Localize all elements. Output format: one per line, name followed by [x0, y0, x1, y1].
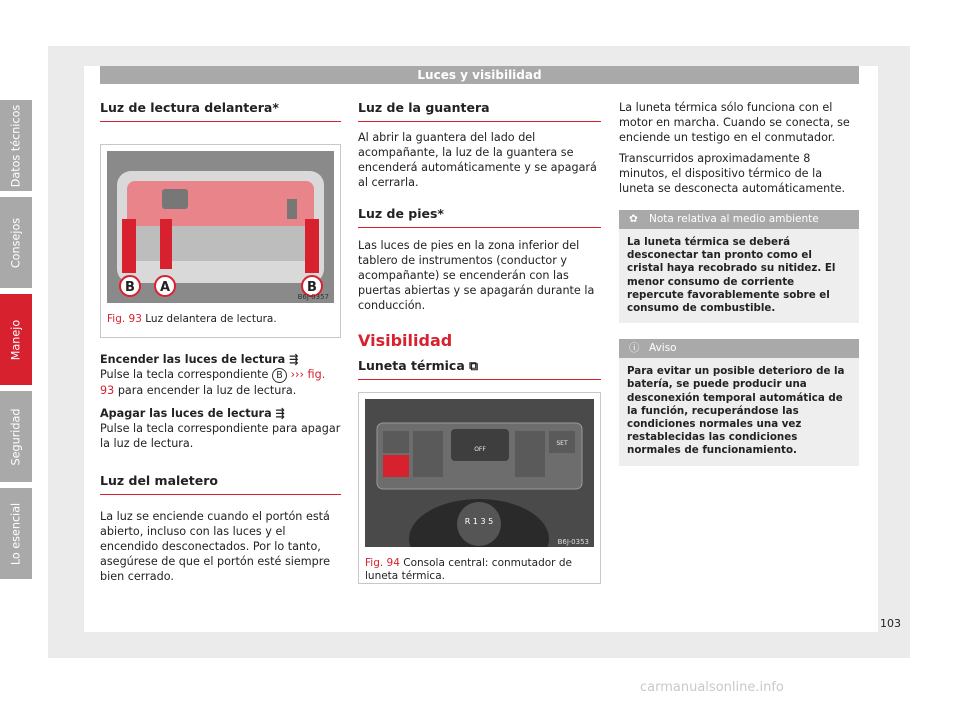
heading-luneta-termica	[358, 358, 601, 380]
figure-93-code: B6J-0357	[297, 293, 329, 301]
callout-b-right-label: B	[307, 280, 317, 295]
tab-datos-tecnicos-label: Datos técnicos	[9, 104, 23, 187]
heading-luz-pies: Luz de pies*	[358, 206, 601, 228]
off-button-label: OFF	[474, 446, 486, 453]
set-button-label: SET	[556, 440, 568, 447]
overhead-light-illustration	[107, 151, 334, 303]
apagar-title-text: Apagar las luces de lectura	[100, 407, 272, 420]
heading-visibilidad: Visibilidad	[358, 331, 453, 350]
tab-consejos[interactable]	[0, 197, 32, 288]
tab-seguridad[interactable]	[0, 391, 32, 482]
encender-text	[100, 367, 341, 398]
heading-luz-maletero: Luz del maletero	[100, 473, 341, 495]
note-aviso	[619, 339, 859, 465]
figure-94-caption	[365, 557, 594, 583]
note-environment-title: Nota relativa al medio ambiente	[649, 213, 819, 225]
center-console-illustration	[365, 399, 594, 547]
watermark: carmanualsonline.info	[640, 680, 784, 695]
tab-datos-tecnicos[interactable]	[0, 100, 32, 191]
note-aviso-title: Aviso	[649, 342, 677, 355]
tab-lo-esencial[interactable]	[0, 488, 32, 579]
flower-icon: ✿	[629, 213, 638, 225]
pies-text: Las luces de pies en la zona inferior del tablero de instrumentos (conductor y acompañante) se encenderán con las puertas abiertas y se apagarán durante la conducción.	[358, 239, 595, 312]
figure-93-caption	[107, 313, 334, 326]
tab-lo-esencial-label: Lo esencial	[9, 502, 23, 565]
note-environment-header	[619, 210, 859, 229]
figure-94-caption-text: Consola central: conmutador de luneta térmica.	[365, 557, 572, 582]
heading-luz-guantera: Luz de la guantera	[358, 100, 601, 122]
reading-light-icon: ⇶	[289, 353, 299, 366]
guantera-text: Al abrir la guantera del lado del acompañante, la luz de la guantera se encenderá automáticamente y se apagará al cerrarla.	[358, 131, 597, 189]
reading-light-icon: ⇶	[275, 407, 285, 420]
encender-title	[100, 352, 341, 367]
note-environment-text: La luneta térmica se deberá desconectar tan pronto como el cristal haya recobrado su nitidez. El menor consumo de corriente repercute favorablemente sobre el consumo de combustible.	[627, 236, 836, 315]
column-3	[619, 100, 859, 466]
tab-manejo-label: Manejo	[9, 319, 23, 360]
figure-93	[100, 144, 341, 338]
luneta-p1: La luneta térmica sólo funciona con el motor en marcha. Cuando se conecta, se enciende un testigo en el conmutador.	[619, 101, 850, 144]
luneta-p2: Transcurridos aproximadamente 8 minutos, el dispositivo térmico de la luneta se desconecta automáticamente.	[619, 152, 846, 195]
figure-94-label: Fig. 94	[365, 557, 400, 569]
figure-94	[358, 392, 601, 584]
note-aviso-header	[619, 339, 859, 358]
heading-luz-lectura-delantera: Luz de lectura delantera*	[100, 100, 341, 122]
heading-luneta-termica-text: Luneta térmica	[358, 358, 465, 373]
callout-a-label: A	[159, 280, 171, 295]
rear-defrost-icon: ⧉	[469, 358, 479, 373]
callout-b-inline: B	[272, 368, 287, 383]
tab-manejo[interactable]	[0, 294, 32, 385]
encender-title-text: Encender las luces de lectura	[100, 353, 286, 366]
figure-93-caption-text: Luz delantera de lectura.	[145, 313, 277, 325]
tab-consejos-label: Consejos	[9, 217, 23, 268]
encender-text-after: para encender la luz de lectura.	[117, 384, 297, 397]
apagar-text: Pulse la tecla correspondiente para apagar la luz de lectura.	[100, 422, 341, 450]
figure-93-label: Fig. 93	[107, 313, 142, 325]
figure-94-code: B6J-0353	[557, 538, 589, 546]
column-1	[100, 100, 341, 584]
maletero-text: La luz se enciende cuando el portón está abierto, incluso con las luces y el encendido desconectados. Por lo tanto, asegúrese de que el portón esté siempre bien cerrado.	[100, 510, 330, 583]
info-icon: ⓘ	[629, 342, 640, 355]
column-2	[358, 100, 601, 584]
apagar-title	[100, 406, 341, 421]
page-number: 103	[880, 617, 901, 630]
tab-seguridad-label: Seguridad	[9, 408, 23, 465]
fig-93-link[interactable]: ››› fig. 93	[100, 368, 326, 397]
section-header: Luces y visibilidad	[100, 66, 859, 84]
note-aviso-text: Para evitar un posible deterioro de la batería, se puede producir una desconexión temporal automática de la función, recuperándose las condiciones normales una vez restablecidas las condiciones normales de funcionamiento.	[627, 365, 845, 457]
encender-text-before: Pulse la tecla correspondiente	[100, 368, 269, 381]
callout-b-left-label: B	[125, 280, 135, 295]
note-environment	[619, 210, 859, 323]
gear-knob-labels: R 1 3 5	[464, 517, 494, 526]
